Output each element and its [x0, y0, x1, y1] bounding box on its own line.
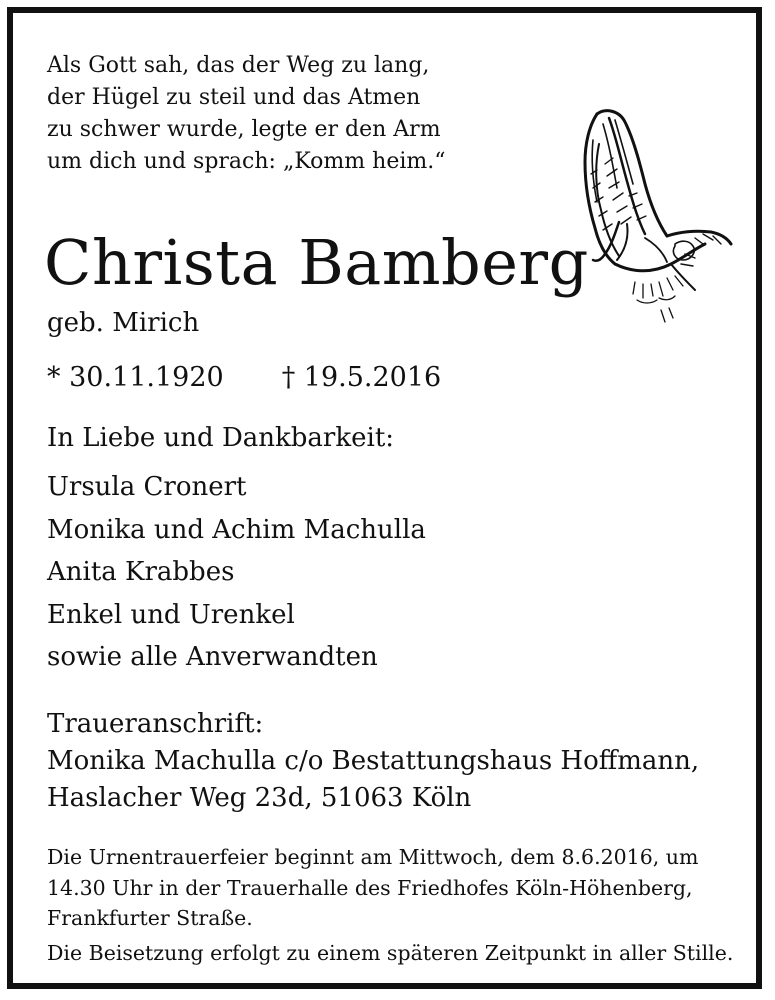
- death-date: † 19.5.2016: [281, 362, 442, 393]
- life-dates: [47, 360, 441, 396]
- mourner-name: Monika und Achim Machulla: [47, 514, 426, 545]
- mourner-name: Anita Krabbes: [47, 557, 235, 587]
- poem-line: um dich und sprach: „Komm heim.“: [47, 149, 446, 174]
- ceremony-line: Die Urnentrauerfeier beginnt am Mittwoch, dem 8.6.2016, um: [47, 845, 699, 869]
- address-heading: Traueranschrift:: [47, 709, 264, 739]
- mourner-name: Enkel und Urenkel: [47, 599, 295, 630]
- birth-name: geb. Mirich: [47, 308, 200, 338]
- poem-line: zu schwer wurde, legte er den Arm: [47, 117, 441, 142]
- poem-line: Als Gott sah, das der Weg zu lang,: [47, 53, 430, 78]
- burial-note: Die Beisetzung erfolgt zu einem späteren Zeitpunkt in aller Stille.: [47, 940, 734, 965]
- address-line: Monika Machulla c/o Bestattungshaus Hoffmann,: [47, 746, 700, 776]
- mourning-address: [47, 706, 699, 817]
- poem-line: der Hügel zu steil und das Atmen: [47, 85, 421, 110]
- ceremony-notice: [47, 842, 733, 968]
- ceremony-line: 14.30 Uhr in der Trauerhalle des Friedhofes Köln-Höhenberg,: [47, 875, 693, 900]
- birth-date: * 30.11.1920: [47, 362, 224, 393]
- mourner-name: sowie alle Anverwandten: [47, 642, 378, 672]
- poem: [47, 50, 445, 178]
- praying-hands-icon: [575, 104, 735, 329]
- mourner-name: Ursula Cronert: [47, 472, 247, 502]
- mourners-intro: In Liebe und Dankbarkeit:: [47, 423, 395, 453]
- ceremony-line: Frankfurter Straße.: [47, 906, 253, 930]
- mourners-list: [47, 466, 426, 679]
- deceased-name: Christa Bamberg: [44, 226, 589, 299]
- address-line: Haslacher Weg 23d, 51063 Köln: [47, 783, 472, 813]
